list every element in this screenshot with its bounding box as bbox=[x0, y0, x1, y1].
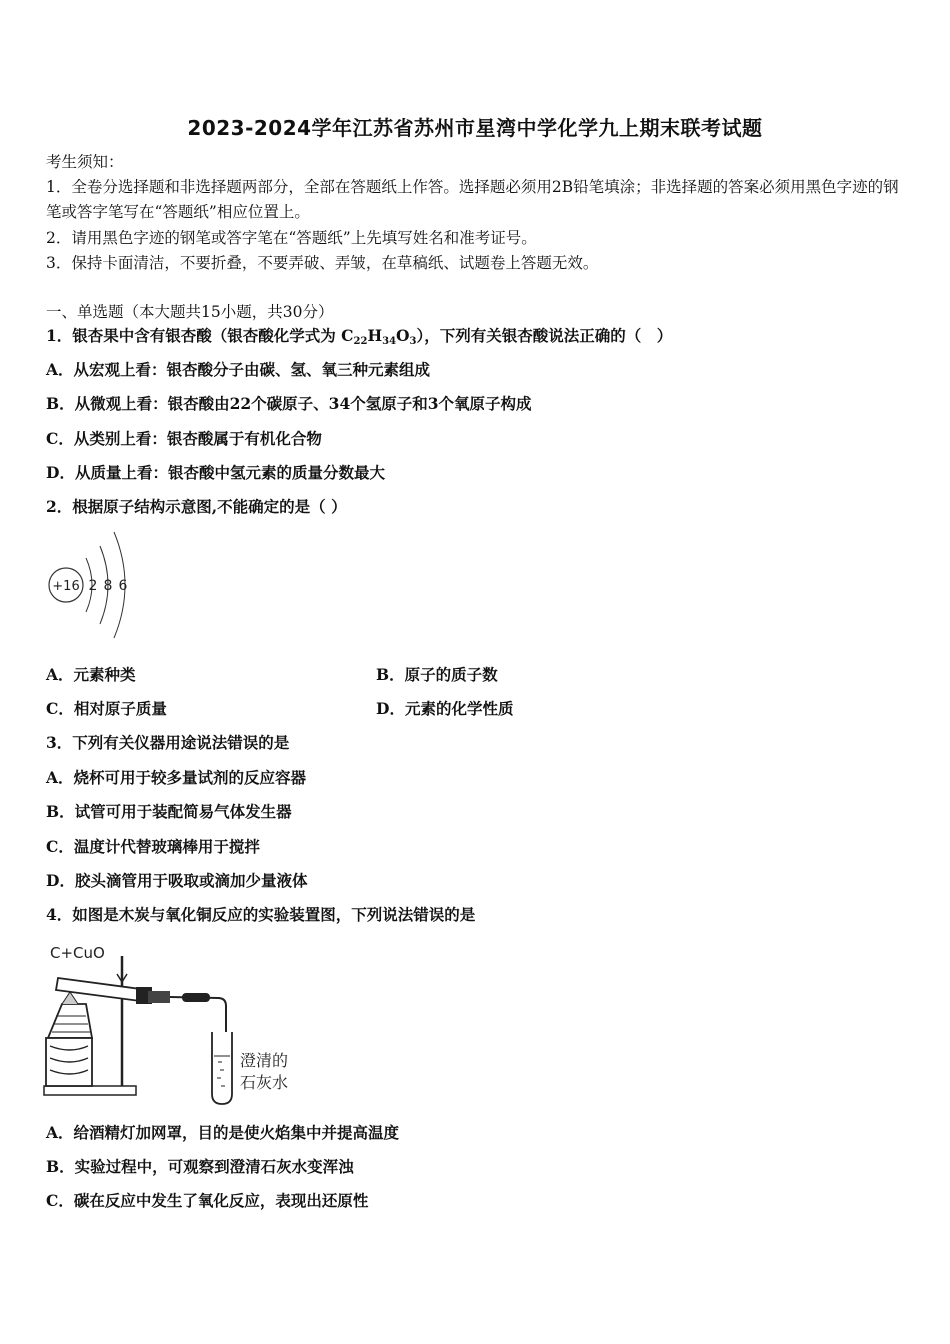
q4-option-c: C．碳在反应中发生了氧化反应，表现出还原性 bbox=[46, 1191, 369, 1210]
rubber-connector bbox=[182, 993, 210, 1002]
stand-base bbox=[44, 1086, 136, 1095]
receiving-tube bbox=[212, 1032, 232, 1104]
q1-option-c: C．从类别上看：银杏酸属于有机化合物 bbox=[46, 429, 322, 448]
reactant-label: C+CuO bbox=[50, 944, 105, 962]
q4-stem: 4．如图是木炭与氧化铜反应的实验装置图，下列说法错误的是 bbox=[46, 905, 476, 924]
q1-option-b: B．从微观上看：银杏酸由22个碳原子、34个氢原子和3个氧原子构成 bbox=[46, 394, 532, 413]
q3-stem: 3．下列有关仪器用途说法错误的是 bbox=[46, 733, 290, 752]
notice-item-2: 2．请用黑色字迹的钢笔或答字笔在“答题纸”上先填写姓名和准考证号。 bbox=[46, 229, 537, 247]
q1-stem: 1．银杏果中含有银杏酸（银杏酸化学式为 $C_{22}H_{34}O_3$），下列有关银杏酸说法正确的（ ） bbox=[46, 326, 673, 347]
q2-option-d: D．元素的化学性质 bbox=[376, 699, 514, 718]
q1-option-d: D．从质量上看：银杏酸中氢元素的质量分数最大 bbox=[46, 463, 385, 482]
nucleus-charge: +16 bbox=[52, 579, 80, 594]
flame bbox=[62, 992, 78, 1004]
limewater-label-2: 石灰水 bbox=[240, 1073, 289, 1092]
q2-option-a: A．元素种类 bbox=[46, 665, 136, 684]
q2-option-c: C．相对原子质量 bbox=[46, 699, 167, 718]
q3-option-c: C．温度计代替玻璃棒用于搅拌 bbox=[46, 837, 260, 856]
q4-option-b: B．实验过程中，可观察到澄清石灰水变浑浊 bbox=[46, 1157, 354, 1176]
q3-option-a: A．烧杯可用于较多量试剂的反应容器 bbox=[46, 768, 307, 787]
q3-option-d: D．胶头滴管用于吸取或滴加少量液体 bbox=[46, 871, 308, 890]
rubber-stopper bbox=[148, 991, 170, 1003]
q1-option-a: A．从宏观上看：银杏酸分子由碳、氢、氧三种元素组成 bbox=[46, 360, 431, 379]
q4-option-a: A．给酒精灯加网罩，目的是使火焰集中并提高温度 bbox=[46, 1123, 400, 1142]
limewater-label-1: 澄清的 bbox=[240, 1051, 289, 1070]
section-heading: 一、单选题（本大题共15小题，共30分） bbox=[46, 303, 334, 321]
carbon-reduction-apparatus bbox=[40, 938, 320, 1110]
q2-option-b: B．原子的质子数 bbox=[376, 665, 498, 684]
notice-item-3: 3．保持卡面清洁，不要折叠，不要弄破、弄皱，在草稿纸、试题卷上答题无效。 bbox=[46, 254, 599, 272]
atom-structure-diagram bbox=[40, 528, 140, 640]
shell-electrons-1: 2 bbox=[88, 578, 98, 594]
notice-item-1: 1．全卷分选择题和非选择题两部分，全部在答题纸上作答。选择题必须用2B铅笔填涂；非选择题的答案必须用黑色字迹的钢笔或答字笔写在“答题纸”相应位置上。 bbox=[46, 178, 899, 221]
q2-stem: 2．根据原子结构示意图,不能确定的是（ ） bbox=[46, 497, 347, 516]
mesh-cover bbox=[48, 1004, 92, 1038]
q3-option-b: B．试管可用于装配简易气体发生器 bbox=[46, 802, 292, 821]
shell-electrons-2: 8 bbox=[103, 578, 113, 594]
notice-heading: 考生须知： bbox=[46, 153, 124, 171]
shell-electrons-3: 6 bbox=[118, 578, 128, 594]
page-title: 2023-2024学年江苏省苏州市星湾中学化学九上期末联考试题 bbox=[187, 116, 763, 140]
